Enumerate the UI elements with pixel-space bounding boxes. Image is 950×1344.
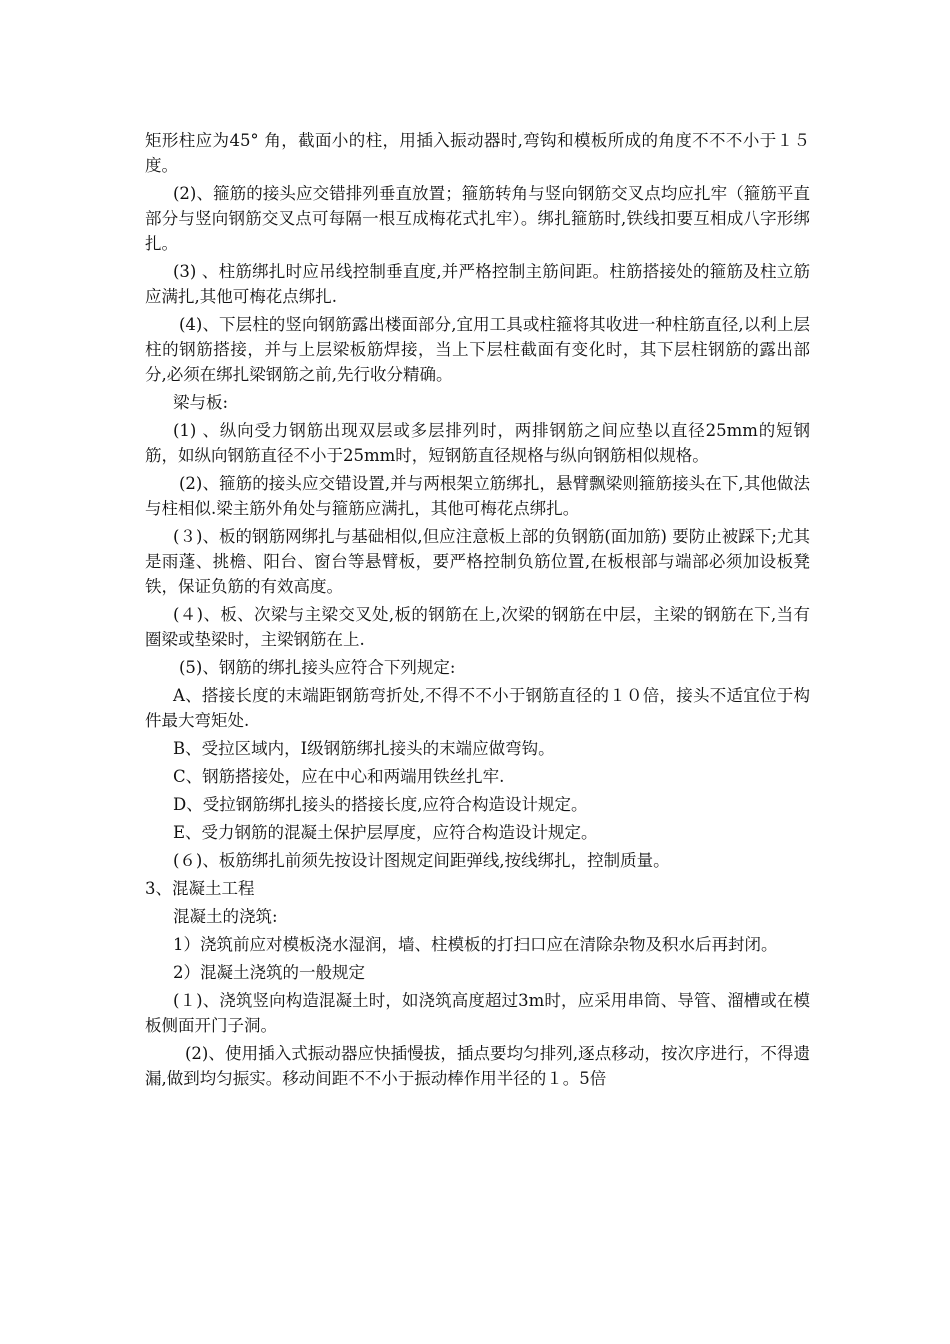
paragraph: (2)、箍筋的接头应交错排列垂直放置；箍筋转角与竖向钢筋交叉点均应扎牢（箍筋平直部分与竖向钢筋交叉点可每隔一根互成梅花式扎牢）。绑扎箍筋时,铁线扣要互相成八字形绑扎。 (145, 184, 810, 253)
paragraph: (4)、下层柱的竖向钢筋露出楼面部分,宜用工具或柱箍将其收进一种柱筋直径,以利上层柱的钢筋搭接，并与上层梁板筋焊接，当上下层柱截面有变化时，其下层柱钢筋的露出部分,必须在绑扎梁钢筋之前,先行收分精确。 (145, 315, 810, 384)
paragraph: 1）浇筑前应对模板浇水湿润，墙、柱模板的打扫口应在清除杂物及积水后再封闭。 (173, 935, 778, 954)
section-heading: 3、混凝土工程 (145, 879, 255, 898)
paragraph: 矩形柱应为45° 角，截面小的柱，用插入振动器时,弯钩和模板所成的角度不不不小于１５度。 (145, 131, 810, 175)
subsection-heading: 2）混凝土浇筑的一般规定 (173, 963, 365, 982)
paragraph: (1) 、纵向受力钢筋出现双层或多层排列时，两排钢筋之间应垫以直径25mm的短钢筋，如纵向钢筋直径不小于25mm时，短钢筋直径规格与纵向钢筋相似规格。 (145, 421, 810, 465)
list-item: E、受力钢筋的混凝土保护层厚度，应符合构造设计规定。 (173, 823, 598, 842)
paragraph: (１)、浇筑竖向构造混凝土时，如浇筑高度超过3m时，应采用串筒、导管、溜槽或在模板侧面开门子洞。 (145, 991, 810, 1035)
list-item: A、搭接长度的末端距钢筋弯折处,不得不不小于钢筋直径的１０倍，接头不适宜位于构件最大弯矩处. (145, 686, 810, 730)
paragraph: (６)、板筋绑扎前须先按设计图规定间距弹线,按线绑扎，控制质量。 (173, 851, 670, 870)
paragraph: (3) 、柱筋绑扎时应吊线控制垂直度,并严格控制主筋间距。柱筋搭接处的箍筋及柱立筋应满扎,其他可梅花点绑扎. (145, 262, 810, 306)
list-item: B、受拉区域内，Ⅰ级钢筋绑扎接头的末端应做弯钩。 (173, 739, 555, 758)
subsection-heading: 混凝土的浇筑: (173, 907, 278, 926)
list-item: D、受拉钢筋绑扎接头的搭接长度,应符合构造设计规定。 (173, 795, 588, 814)
paragraph: (2)、使用插入式振动器应快插慢拔，插点要均匀排列,逐点移动，按次序进行，不得遗漏,做到均匀振实。移动间距不不小于振动棒作用半径的１。5倍 (145, 1044, 810, 1088)
document-body (145, 128, 810, 1094)
list-item: C、钢筋搭接处，应在中心和两端用铁丝扎牢. (173, 767, 505, 786)
paragraph: (３)、板的钢筋网绑扎与基础相似,但应注意板上部的负钢筋(面加筋) 要防止被踩下;尤其是雨蓬、挑檐、阳台、窗台等悬臂板，要严格控制负筋位置,在板根部与端部必须加设板凳铁，保证负筋的有效高度。 (145, 527, 810, 596)
section-heading: 梁与板: (173, 393, 229, 412)
paragraph: (2)、箍筋的接头应交错设置,并与两根架立筋绑扎，悬臂飘梁则箍筋接头在下,其他做法与柱相似.梁主筋外角处与箍筋应满扎，其他可梅花点绑扎。 (145, 474, 810, 518)
paragraph: (5)、钢筋的绑扎接头应符合下列规定: (179, 658, 456, 677)
paragraph: (４)、板、次梁与主梁交叉处,板的钢筋在上,次梁的钢筋在中层，主梁的钢筋在下,当有圈梁或垫梁时，主梁钢筋在上. (145, 605, 810, 649)
